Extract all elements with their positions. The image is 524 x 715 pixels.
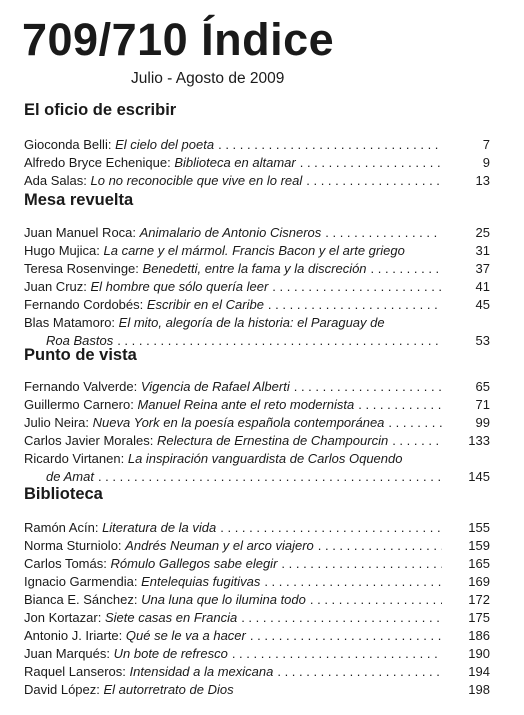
entry-title: El cielo del poeta [115, 137, 215, 152]
entry-page-number: 155 [468, 520, 490, 535]
entry-author: Bianca E. Sánchez: [24, 592, 138, 607]
section-heading: Punto de vista [24, 346, 137, 364]
issue-date: Julio - Agosto de 2009 [131, 70, 285, 87]
entry-author: Fernando Valverde: [24, 379, 138, 394]
entry-page-number: 13 [475, 173, 490, 188]
entry-title: El hombre que sólo quería leer [90, 279, 269, 294]
toc-entry [24, 378, 490, 396]
entry-title: Relectura de Ernestina de Champourcin [156, 433, 389, 448]
entry-page-number: 9 [482, 155, 490, 170]
dot-leader [268, 296, 442, 314]
entry-author: Jon Kortazar: [24, 610, 102, 625]
entry-title: Escribir en el Caribe [146, 297, 264, 312]
entry-page-number: 198 [468, 682, 490, 697]
entry-author: Juan Cruz: [24, 279, 87, 294]
entry-title: Andrés Neuman y el arco viajero [125, 538, 314, 553]
dot-leader [281, 555, 442, 573]
entry-author: Hugo Mujica: [24, 243, 100, 258]
entry-title: Entelequias fugitivas [141, 574, 261, 589]
entry-author: Carlos Javier Morales: [24, 433, 154, 448]
toc-entry [24, 450, 490, 486]
entry-author: Teresa Rosenvinge: [24, 261, 139, 276]
entry-page-number: 190 [468, 646, 490, 661]
dot-leader [306, 172, 442, 190]
entry-title-continued: de Amat [46, 469, 94, 484]
entry-page-number: 37 [475, 261, 490, 276]
entry-title: Biblioteca en altamar [174, 155, 296, 170]
entry-page-number: 41 [475, 279, 490, 294]
toc-entry [24, 414, 490, 432]
entry-page-number: 71 [475, 397, 490, 412]
toc-entry [24, 136, 490, 154]
entry-author: Juan Marqués: [24, 646, 110, 661]
entry-title: Lo no reconocible que vive en lo real [90, 173, 303, 188]
entry-page-number: 133 [468, 433, 490, 448]
toc-entry [24, 681, 490, 699]
dot-leader [300, 154, 442, 172]
entry-author: Guillermo Carnero: [24, 397, 134, 412]
dot-leader [310, 591, 442, 609]
dot-leader [371, 260, 442, 278]
dot-leader [277, 663, 442, 681]
section-heading: Biblioteca [24, 485, 103, 503]
entry-author: Ricardo Virtanen: [24, 451, 125, 466]
dot-leader [272, 278, 442, 296]
entry-title: La carne y el mármol. Francis Bacon y el arte griego [103, 243, 405, 258]
entry-title: Qué se le va a hacer [125, 628, 246, 643]
entry-title: Intensidad a la mexicana [129, 664, 274, 679]
entry-page-number: 31 [475, 243, 490, 258]
dot-leader [241, 609, 442, 627]
entry-page-number: 65 [475, 379, 490, 394]
dot-leader [392, 432, 442, 450]
toc-entry [24, 278, 490, 296]
toc-entry [24, 609, 490, 627]
entry-author: Blas Matamoro: [24, 315, 116, 330]
section-heading: El oficio de escribir [24, 101, 177, 119]
entry-title: Manuel Reina ante el reto modernista [137, 397, 355, 412]
entry-title: Literatura de la vida [102, 520, 217, 535]
entry-page-number: 99 [475, 415, 490, 430]
entry-title: Una luna que lo ilumina todo [141, 592, 306, 607]
entry-page-number: 169 [468, 574, 490, 589]
toc-entry [24, 396, 490, 414]
entry-author: Gioconda Belli: [24, 137, 112, 152]
entry-title: Vigencia de Rafael Alberti [140, 379, 290, 394]
toc-entry [24, 432, 490, 450]
dot-leader [250, 627, 442, 645]
entry-author: Juan Manuel Roca: [24, 225, 137, 240]
entry-page-number: 194 [468, 664, 490, 679]
dot-leader [264, 573, 442, 591]
toc-entry [24, 573, 490, 591]
entry-author: Norma Sturniolo: [24, 538, 122, 553]
entry-title: La inspiración vanguardista de Carlos Oquendo [127, 451, 403, 466]
dot-leader [232, 645, 442, 663]
toc-entry [24, 154, 490, 172]
entry-author: David López: [24, 682, 100, 697]
entry-page-number: 165 [468, 556, 490, 571]
toc-entry [24, 224, 490, 242]
dot-leader [318, 537, 442, 555]
toc-entry [24, 172, 490, 190]
entry-page-number: 53 [475, 333, 490, 348]
page-title: 709/710 Índice [22, 14, 335, 65]
toc-entry [24, 627, 490, 645]
toc-entry [24, 519, 490, 537]
dot-leader [220, 519, 442, 537]
entry-page-number: 25 [475, 225, 490, 240]
entry-author: Julio Neira: [24, 415, 90, 430]
entry-page-number: 172 [468, 592, 490, 607]
entry-author: Alfredo Bryce Echenique: [24, 155, 171, 170]
entry-title: Benedetti, entre la fama y la discreción [142, 261, 367, 276]
dot-leader [358, 396, 442, 414]
toc-entry [24, 260, 490, 278]
toc-entry [24, 663, 490, 681]
dot-leader [218, 136, 442, 154]
entry-author: Carlos Tomás: [24, 556, 107, 571]
entry-page-number: 159 [468, 538, 490, 553]
entry-page-number: 175 [468, 610, 490, 625]
entry-author: Ignacio Garmendia: [24, 574, 138, 589]
toc-entry [24, 591, 490, 609]
entry-title: Un bote de refresco [113, 646, 228, 661]
section-biblioteca [24, 484, 490, 699]
toc-entry [24, 537, 490, 555]
toc-entry [24, 296, 490, 314]
entry-title: El mito, alegoría de la historia: el Paraguay de [118, 315, 385, 330]
section-mesa-revuelta [24, 190, 490, 350]
entry-title: Nueva York en la poesía española contemporánea [92, 415, 385, 430]
entry-title: Rómulo Gallegos sabe elegir [110, 556, 278, 571]
section-heading: Mesa revuelta [24, 191, 134, 209]
entry-page-number: 145 [468, 469, 490, 484]
toc-entry [24, 645, 490, 663]
entry-title-continued: Roa Bastos [46, 333, 114, 348]
toc-entry [24, 242, 490, 260]
section-punto-de-vista [24, 345, 490, 486]
dot-leader [388, 414, 442, 432]
entry-author: Ramón Acín: [24, 520, 99, 535]
entry-author: Antonio J. Iriarte: [24, 628, 123, 643]
dot-leader [325, 224, 442, 242]
dot-leader [294, 378, 442, 396]
entry-title: Siete casas en Francia [104, 610, 238, 625]
entry-page-number: 45 [475, 297, 490, 312]
section-el-oficio-de-escribir [24, 100, 490, 190]
entry-title: Animalario de Antonio Cisneros [139, 225, 322, 240]
entry-author: Raquel Lanseros: [24, 664, 126, 679]
entry-author: Fernando Cordobés: [24, 297, 144, 312]
toc-entry [24, 555, 490, 573]
entry-title: El autorretrato de Dios [103, 682, 234, 697]
entry-page-number: 7 [482, 137, 490, 152]
entry-author: Ada Salas: [24, 173, 87, 188]
entry-page-number: 186 [468, 628, 490, 643]
